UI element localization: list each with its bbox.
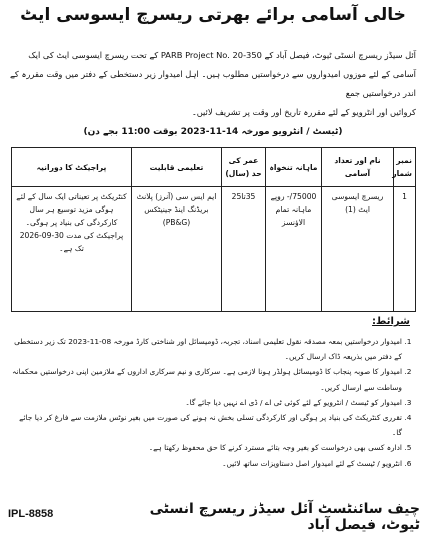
- col-header-duration: پراجیکٹ کا دورانیہ: [12, 148, 132, 187]
- col-header-age: عمر کی حد (سال): [222, 148, 266, 187]
- col-header-post: نام اور تعداد آسامی: [322, 148, 394, 187]
- table-header-row: [12, 148, 416, 187]
- cell-serial: 1: [394, 187, 416, 312]
- notice-title: خالی آسامی برائے بھرتی ریسرچ ایسوسی ایٹ: [20, 5, 406, 25]
- condition-item: 2. امیدوار کا صوبہ پنجاب کا ڈومیسائل ہولڈر ہونا لازمی ہے۔ سرکاری و نیم سرکاری اداروں کے ملازمین اپنی درخواستیں محکمانہ وساطت سے ارسال کریں۔: [10, 364, 402, 394]
- condition-item: 4. تقرری کنٹریکٹ کی بنیاد پر ہوگی اور کارکردگی تسلی بخش نہ ہونے کی صورت میں بغیر نوٹس ملازمت سے فارغ کر دیا جائے گا۔: [10, 410, 402, 440]
- cell-post: ریسرچ ایسوسی ایٹ (1): [322, 187, 394, 312]
- conditions-heading: شرائط:: [372, 316, 410, 327]
- condition-item: 6. انٹرویو / ٹیسٹ کے لئے امیدوار اصل دستاویزات ساتھ لائیں۔: [10, 456, 402, 471]
- intro-paragraph: [10, 46, 416, 122]
- col-header-pay: ماہانہ تنخواہ: [266, 148, 322, 187]
- condition-item: 3. امیدوار کو ٹیسٹ / انٹرویو کے لئے کوئی ٹی اے / ڈی اے نہیں دیا جائے گا۔: [10, 395, 402, 410]
- intro-line: آسامی کے لئے موزوں امیدواروں سے درخواستیں مطلوب ہیں۔ اہل امیدوار زیر دستخطی کے دفتر میں وقت مقررہ کے اندر درخواستیں جمع: [10, 69, 416, 98]
- ad-reference-number: IPL-8858: [8, 508, 54, 520]
- condition-item: 1. امیدوار درخواستیں بمعہ مصدقہ نقول تعلیمی اسناد، تجربہ، ڈومیسائل اور شناختی کارڈ مورخہ 08-11-2023 تک زیر دستخطی کے دفتر میں بذریعہ ڈاک ارسال کریں۔: [10, 334, 402, 364]
- intro-line: آئل سیڈز ریسرچ انسٹی ٹیوٹ، فیصل آباد کے PARB Project No. 20-350 کے تحت ریسرچ ایسوسی ایٹ کی ایک: [28, 50, 416, 60]
- intro-line: کروائیں اور انٹرویو کے لئے مقررہ تاریخ اور وقت پر تشریف لائیں۔: [191, 107, 416, 117]
- issuing-authority: چیف سائنٹسٹ آئل سیڈز ریسرچ انسٹی ٹیوٹ، فیصل آباد: [149, 501, 420, 533]
- cell-duration: کنٹریکٹ پر تعیناتی ایک سال کے لئے ہوگی مزید توسیع ہر سال کارکردگی کی بنیاد پر ہوگی۔ پراجیکٹ کی مدت 30-09-2026 تک ہے۔: [12, 187, 132, 312]
- col-header-qualification: تعلیمی قابلیت: [132, 148, 222, 187]
- vacancy-table: [11, 147, 416, 312]
- cell-qualification: ایم ایس سی (آنرز) پلانٹ بریڈنگ اینڈ جینیٹکس (PB&G): [132, 187, 222, 312]
- table-row: [12, 187, 416, 312]
- test-interview-schedule: (ٹیسٹ / انٹرویو مورخہ 14-11-2023 بوقت 11:00 بجے دن): [83, 127, 343, 137]
- conditions-list: [10, 334, 416, 471]
- cell-pay: 75000/- روپے ماہانہ تمام الاؤنسز: [266, 187, 322, 312]
- col-header-serial: نمبر شمار: [394, 148, 416, 187]
- condition-item: 5. ادارہ کسی بھی درخواست کو بغیر وجہ بتائے مسترد کرنے کا حق محفوظ رکھتا ہے۔: [10, 440, 402, 455]
- cell-age: 35تا25: [222, 187, 266, 312]
